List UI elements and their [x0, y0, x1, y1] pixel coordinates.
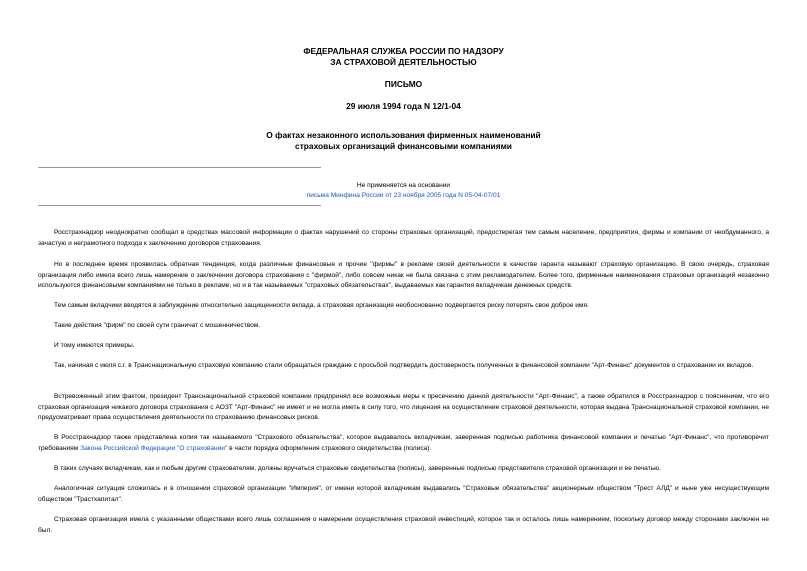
document-title-line2: страховых организаций финансовыми компаниями — [295, 141, 512, 151]
paragraph-8-text-start: В Росстрахнадзор также представлена копия так называемого "Страхового обязательства", которое выдавалось вкладчикам, заверенная подписью работника финансовой компании и печатью "Арт-Финанс", что противоречит требованиям — [38, 434, 769, 452]
paragraph-1: Росстрахнадзор неоднократно сообщал в средствах массовой информации о фактах нарушений со стороны страховых организаций, предостерегая тем самым население, предприятия, фирмы и компании от необдуманного, а зачастую и неграмотного подхода к заключению договоров страхования. — [38, 229, 769, 247]
paragraph-3: Тем самым вкладчики вводятся в заблуждение относительно защищенности вклада, а страховая организация необоснованно подвергается риску потерять свое доброе имя. — [54, 302, 589, 309]
paragraph-6: Так, начиная с июля с.г. в Транснациональную страховую компанию стали обращаться граждане с просьбой подтвердить достоверность полученных в финансовой компании "Арт-Финанс" документов о страховании их вкладов. — [54, 362, 754, 369]
status-note-link-row — [0, 191, 807, 201]
status-note-text: Не применяется на основании — [356, 182, 451, 189]
paragraph-9: В таких случаях вкладчикам, как и любым другим страхователям, должны вручаться страховые свидетельства (полисы), заверенные подписью представителя страховой организации и ее печатью. — [54, 465, 661, 472]
paragraph-8 — [38, 433, 769, 454]
top-divider — [38, 167, 321, 168]
paragraph-2: Но в последнее время проявилась обратная тенденция, когда различные финансовые и прочие "фирмы" в рекламе своей деятельности в качестве гаранта называют страховую организацию. В свою очередь, страховая организация либо имела всего лишь намерение о заключении договора страхования с "фирмой", либо совсем никак не была связана с этим рекламодателем. Более того, фирменные наименования страховых организаций незаконно используются финансовыми компаниями не только в рекламе, но и в так называемых "страховых обязательствах", выдаваемых как гарантия вкладчикам денежных средств. — [38, 261, 769, 289]
paragraph-5: И тому имеются примеры. — [54, 342, 135, 349]
paragraph-10: Аналогичная ситуация сложилась и в отношении страховой организации "Империя", от имени которой вкладчикам выдавались "Страховые обязательства" акционерным обществом "Трест АЛД" и ныне уже несуществующим обществом "Трастхапитал". — [38, 485, 769, 503]
insurance-law-link[interactable]: Закона Российской Федерации "О страховании" — [80, 444, 228, 452]
paragraph-11: Страховая организация имела с указанными обществами всего лишь соглашения о намерении осуществления страховой инвестиций, которое так и осталось лишь намерением, поскольку договор между сторонами заключен не был. — [38, 516, 769, 534]
agency-name-line1: ФЕДЕРАЛЬНАЯ СЛУЖБА РОССИИ ПО НАДЗОРУ — [303, 46, 504, 56]
status-note-link[interactable]: письма Минфина России от 23 ноября 2005 года N 05-04-07/01 — [306, 192, 501, 199]
paragraph-4: Такие действия "фирм" по своей сути граничат с мошенничеством. — [54, 322, 261, 329]
bottom-divider — [38, 205, 321, 206]
document-type: ПИСЬМО — [384, 79, 423, 89]
paragraph-7: Встревоженный этим фактом, президент Транснациональной страховой компании предпринял все возможные меры к пресечению данной деятельности "Арт-Финанс", а также обратился в Росстрахнадзор с пояснением, что его страховая организация никакого договора страхования с АОЗТ "Арт-Финанс" не имеет и не могла иметь в силу того, что лицензия на осуществление страховой деятельности, которая выдана Транснациональной страховой компании, не предусматривает права осуществления деятельности по страхованию финансовых рисков. — [38, 393, 769, 421]
document-title-line1: О фактах незаконного использования фирменных наименований — [266, 130, 541, 140]
agency-name-line2: ЗА СТРАХОВОЙ ДЕЯТЕЛЬНОСТЬЮ — [330, 57, 477, 67]
document-date-number: 29 июля 1994 года N 12/1-04 — [346, 101, 461, 111]
paragraph-8-text-end: в части порядка оформления страхового свидетельства (полиса). — [227, 444, 432, 452]
